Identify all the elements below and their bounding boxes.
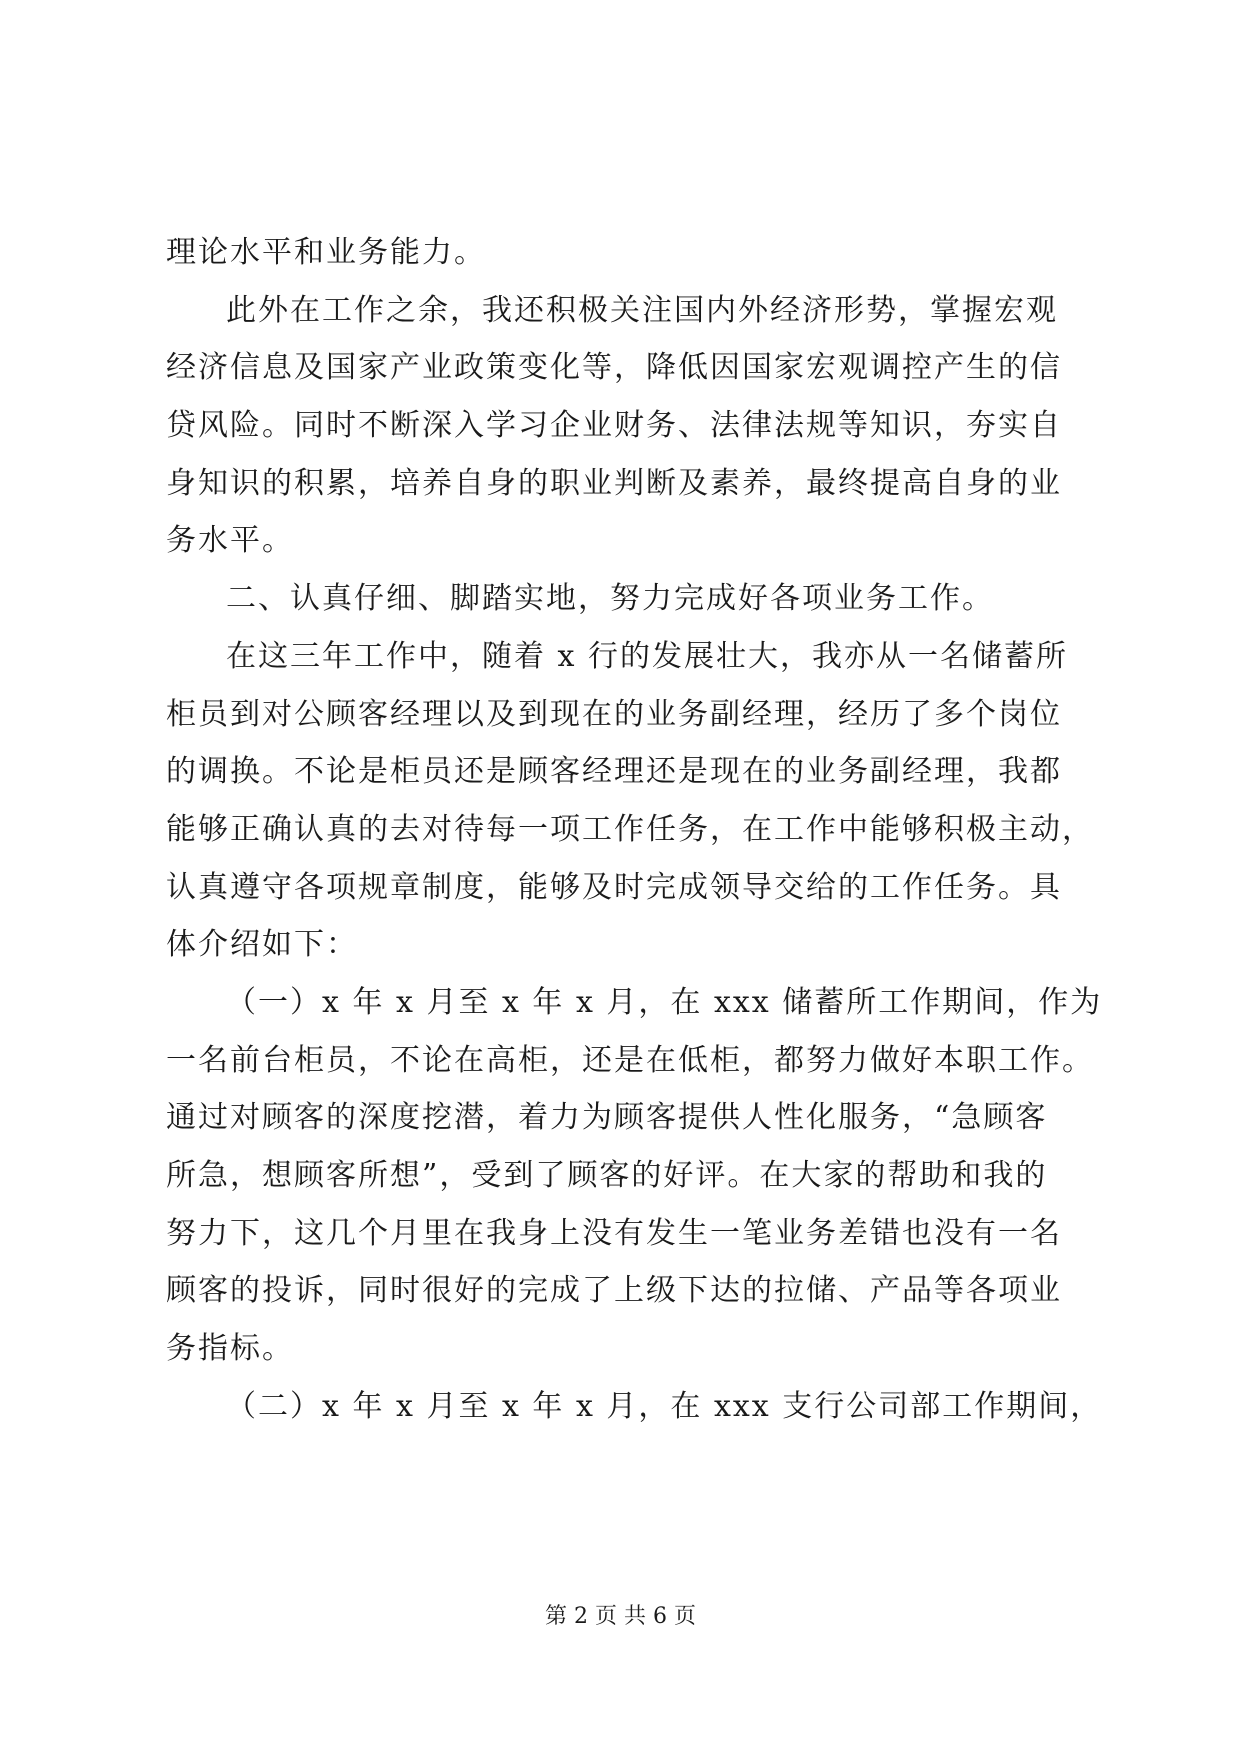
paragraph-line: 能够正确认真的去对待每一项工作任务，在工作中能够积极主动， xyxy=(166,811,1094,847)
paragraph-first-line: 在这三年工作中，随着 x 行的发展壮大，我亦从一名储蓄所 xyxy=(226,638,1068,674)
paragraph-line: 理论水平和业务能力。 xyxy=(166,235,486,270)
paragraph-line: 通过对顾客的深度挖潜，着力为顾客提供人性化服务，“急顾客 xyxy=(166,1100,1048,1136)
paragraph-line: 务指标。 xyxy=(166,1331,294,1367)
paragraph-line: 柜员到对公顾客经理以及到现在的业务副经理，经历了多个岗位 xyxy=(166,696,1062,732)
paragraph-line: 身知识的积累，培养自身的职业判断及素养，最终提高自身的业 xyxy=(166,465,1062,501)
paragraph-line: 的调换。不论是柜员还是顾客经理还是现在的业务副经理，我都 xyxy=(166,754,1062,790)
paragraph-first-line: （一）x 年 x 月至 x 年 x 月，在 xxx 储蓄所工作期间，作为 xyxy=(226,984,1103,1020)
paragraph-line: 贷风险。同时不断深入学习企业财务、法律法规等知识，夯实自 xyxy=(166,408,1062,444)
paragraph-line: 所急，想顾客所想”，受到了顾客的好评。在大家的帮助和我的 xyxy=(166,1158,1048,1193)
paragraph-first-line: 二、认真仔细、脚踏实地，努力完成好各项业务工作。 xyxy=(226,581,994,617)
paragraph-line: 经济信息及国家产业政策变化等，降低因国家宏观调控产生的信 xyxy=(166,350,1062,386)
paragraph-first-line: 此外在工作之余，我还积极关注国内外经济形势，掌握宏观 xyxy=(226,292,1058,328)
paragraph-line: 顾客的投诉，同时很好的完成了上级下达的拉储、产品等各项业 xyxy=(166,1273,1062,1309)
paragraph-line: 一名前台柜员，不论在高柜，还是在低柜，都努力做好本职工作。 xyxy=(166,1042,1094,1078)
paragraph-line: 认真遵守各项规章制度，能够及时完成领导交给的工作任务。具 xyxy=(166,869,1062,905)
paragraph-first-line: （二）x 年 x 月至 x 年 x 月，在 xxx 支行公司部工作期间， xyxy=(226,1388,1103,1424)
paragraph-line: 努力下，这几个月里在我身上没有发生一笔业务差错也没有一名 xyxy=(166,1215,1062,1251)
document-body xyxy=(166,224,1103,1435)
page-number-footer: 第 2 页 共 6 页 xyxy=(545,1604,696,1629)
paragraph-line: 务水平。 xyxy=(166,523,294,559)
paragraph-line: 体介绍如下： xyxy=(166,927,358,963)
